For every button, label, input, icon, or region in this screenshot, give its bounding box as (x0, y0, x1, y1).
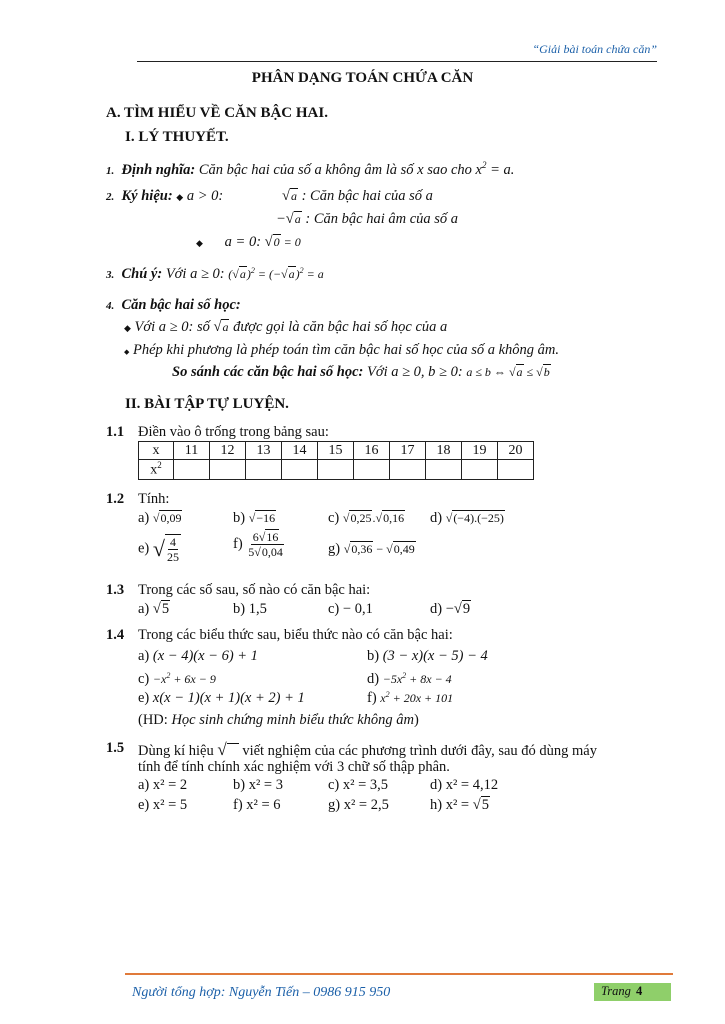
case-text: a = 0: (224, 234, 262, 250)
theory-item-4 (106, 297, 241, 314)
ex12-a: a) √0,09 (138, 510, 182, 526)
ex12-d: d) √(−4).(−25) (430, 510, 504, 526)
ex14-hint: (HD: Học sinh chứng minh biểu thức không âm) (138, 712, 419, 728)
ex15-a: a) x² = 2 (138, 777, 188, 793)
ex12-e: e) √ $\frac{4}{25}$ (138, 535, 179, 564)
equation-tail: = 0 (280, 235, 301, 249)
ex15-g: g) x² = 2,5 (328, 797, 389, 813)
table-row (139, 442, 534, 460)
diamond-bullet-icon: ◆ (196, 238, 203, 248)
item-number: 3. (106, 269, 115, 281)
ex15-e: e) x² = 5 (138, 797, 188, 813)
bullet-text: Với a ≥ 0: số (134, 319, 210, 335)
compare-label: So sánh các căn bậc hai số học: (172, 364, 364, 380)
item-label: Ký hiệu: (121, 188, 173, 204)
item-number: 2. (106, 191, 115, 203)
radical-icon: √ (264, 234, 273, 250)
table-cell-empty (390, 460, 426, 480)
table-cell: 19 (462, 442, 498, 460)
item-number: 1. (106, 164, 115, 177)
ex15-d: d) x² = 4,12 (430, 777, 499, 793)
theory-item-2 (106, 188, 223, 205)
table-cell: 16 (354, 442, 390, 460)
ex12-g: g) √0,36 − √0,49 (328, 541, 415, 557)
ex15-h: h) x² = √5 (430, 797, 489, 813)
item-text: Căn bậc hai của số a không âm là số x sao cho x (198, 161, 482, 178)
radicand: a (294, 212, 301, 226)
table-cell: 13 (246, 442, 282, 460)
table-cell-empty (318, 460, 354, 480)
superscript: 2 (482, 160, 487, 170)
symbol-positive-root (282, 188, 433, 205)
ex14-b: b) (3 − x)(x − 5) − 4 (367, 648, 488, 664)
exercise-prompt-line-2: tính để tính chính xác nghiệm với 3 chữ số thập phân. (138, 759, 450, 775)
part-2-heading: II. BÀI TẬP TỰ LUYỆN. (125, 396, 289, 412)
squares-table (138, 441, 534, 480)
table-cell-empty (426, 460, 462, 480)
ex13-b: b) 1,5 (233, 601, 267, 617)
radical-icon: √ (213, 319, 222, 335)
exercise-prompt: Tính: (138, 491, 170, 507)
ex14-f: f) $x^2 + 20x + 101$ (367, 690, 454, 706)
ex13-c: c) − 0,1 (328, 601, 373, 617)
ex15-f: f) x² = 6 (233, 797, 281, 813)
header-rule (137, 61, 657, 62)
table-cell-empty (282, 460, 318, 480)
table-cell-empty (246, 460, 282, 480)
part-1-heading: I. LÝ THUYẾT. (125, 129, 229, 145)
diamond-bullet-icon: ◆ (124, 323, 131, 333)
table-cell-empty (354, 460, 390, 480)
compare-formula: a ≤ b ⇔ √a ≤ √b (466, 365, 550, 379)
table-cell: 20 (498, 442, 534, 460)
ex13-a: a) √5 (138, 601, 170, 617)
radical-icon: √ (217, 740, 227, 759)
page-label: Trang (601, 984, 631, 998)
compare-text: Với a ≥ 0, b ≥ 0: (366, 364, 463, 380)
ex15-c: c) x² = 3,5 (328, 777, 389, 793)
section-a-heading: A. TÌM HIỂU VỀ CĂN BẬC HAI. (106, 105, 328, 121)
table-cell: 12 (210, 442, 246, 460)
ex14-d: $d) -5x^2 + 8x - 4$ (367, 671, 452, 687)
ex14-a: a) (x − 4)(x − 6) + 1 (138, 648, 258, 664)
exercise-prompt: Trong các biểu thức sau, biểu thức nào có căn bậc hai: (138, 627, 453, 643)
page-number: 4 (636, 984, 643, 998)
bullet-text: Phép khi phương là phép toán tìm căn bậc hai số học của số a không âm. (133, 342, 560, 358)
footer-author: Người tổng hợp: Nguyễn Tiến – 0986 915 950 (132, 985, 391, 1000)
exercise-prompt-line-1: Dùng kí hiệu √ viết nghiệm của các phương trình dưới đây, sau đó dùng máy (138, 740, 597, 759)
item-label: Định nghĩa: (121, 161, 196, 178)
table-cell-head: x (139, 442, 174, 460)
table-cell-empty (210, 460, 246, 480)
ex12-b: b) √−16 (233, 510, 276, 526)
theory-item-3 (106, 266, 324, 283)
theory-4-bullet-1 (124, 319, 447, 336)
exercise-number: 1.1 (106, 424, 125, 440)
page-title: PHÂN DẠNG TOÁN CHỨA CĂN (251, 70, 474, 86)
table-cell-head: $x^2$ (139, 460, 174, 480)
item-text: Với a ≥ 0: (165, 266, 225, 282)
ex13-d: d) −√9 (430, 601, 471, 617)
ex14-c: $c) -x^2 + 6x - 9$ (138, 671, 216, 687)
bullet-text-tail: được gọi là căn bậc hai số học của a (233, 319, 448, 335)
table-cell: 17 (390, 442, 426, 460)
item-label: Chú ý: (121, 266, 163, 282)
ex12-c: c) √0,25.√0,16 (328, 510, 405, 526)
symbol-negative-root (276, 211, 458, 228)
table-cell: 18 (426, 442, 462, 460)
exercise-number: 1.5 (106, 740, 125, 756)
footer-rule (125, 973, 673, 975)
table-cell-empty (174, 460, 210, 480)
exercise-number: 1.3 (106, 582, 125, 598)
case-text: a > 0: (186, 188, 224, 204)
table-cell-empty (462, 460, 498, 480)
item-text-tail: = a. (486, 161, 515, 178)
page-number-badge (594, 983, 671, 1001)
item-number: 4. (106, 300, 115, 312)
exercise-prompt: Trong các số sau, số nào có căn bậc hai: (138, 582, 371, 598)
compare-rule (172, 364, 551, 381)
radical-icon: √ (285, 211, 294, 227)
table-cell: 15 (318, 442, 354, 460)
ex15-b: b) x² = 3 (233, 777, 283, 793)
ex12-f: f) $\frac{6√16}{5√0,04}$ (233, 530, 283, 559)
ex14-e: e) x(x − 1)(x + 1)(x + 2) + 1 (138, 690, 305, 706)
table-cell-empty (498, 460, 534, 480)
table-cell: 14 (282, 442, 318, 460)
radicand: a (290, 189, 297, 203)
radical-icon: √ (282, 188, 290, 204)
table-cell: 11 (174, 442, 210, 460)
theory-4-bullet-2 (124, 342, 559, 359)
diamond-bullet-icon: ◆ (176, 192, 184, 202)
diamond-bullet-icon: ◆ (124, 348, 130, 356)
item-label: Căn bậc hai số học: (121, 297, 241, 313)
radicand: a (222, 320, 229, 334)
exercise-number: 1.4 (106, 627, 125, 643)
theory-item-1 (106, 160, 514, 179)
symbol-desc: : Căn bậc hai âm của số a (305, 211, 459, 227)
formula: $(√a)^2 = (-√a)^2 = a$ (228, 266, 324, 281)
table-row (139, 460, 534, 480)
symbol-zero-root (196, 234, 301, 251)
exercise-number: 1.2 (106, 491, 125, 507)
exercise-prompt: Điền vào ô trống trong bảng sau: (138, 424, 329, 440)
symbol-desc: : Căn bậc hai của số a (301, 188, 433, 204)
series-title: “Giải bài toán chứa căn” (532, 42, 657, 56)
minus-sign: − (276, 211, 286, 227)
radicand: 0 (273, 235, 280, 249)
